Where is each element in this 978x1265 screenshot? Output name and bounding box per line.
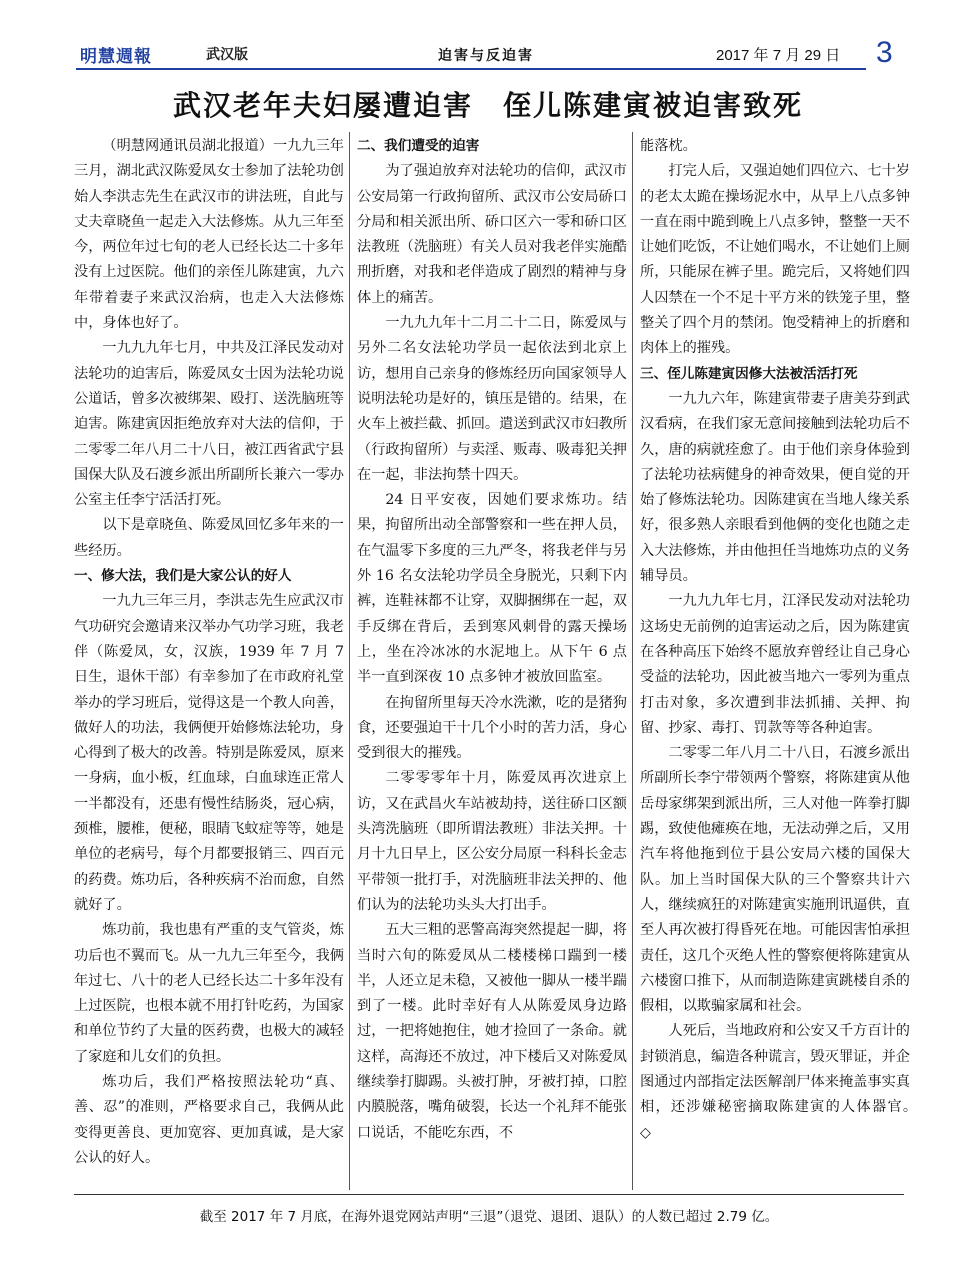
section-heading: 二、我们遭受的迫害 [357, 138, 480, 154]
paragraph: 以下是章晓鱼、陈爱凤回忆多年来的一些经历。 [74, 517, 344, 559]
paragraph: 为了强迫放弃对法轮功的信仰，武汉市公安局第一行政拘留所、武汉市公安局硚口分局和相关派出所、硚口区六一零和硚口区法教班（洗脑班）有关人员对我老伴实施酷刑折磨，对我和老伴造成了剧烈的精神与身体上的痛苦。 [357, 163, 627, 306]
paragraph: 一九九九年七月，中共及江泽民发动对法轮功的迫害后，陈爱凤女士因为法轮功说公道话，曾多次被绑架、殴打、送洗脑班等迫害。陈建寅因拒绝放弃对大法的信仰，于二零零二年八月二十八日，被江西省武宁县国保大队及石渡乡派出所副所长兼六一零办公室主任李宁活活打死。 [74, 340, 344, 509]
paragraph: 在拘留所里每天冷水洗漱，吃的是猪狗食，还要强迫干十几个小时的苦力活，身心受到很大的摧残。 [357, 694, 627, 762]
section-heading: 三、侄儿陈建寅因修大法被活活打死 [640, 365, 858, 382]
article-column-3 [640, 134, 925, 1189]
footer-notice: 截至 2017 年 7 月底，在海外退党网站声明“三退”（退党、退团、退队）的人数已超过 2.79 亿。 [199, 1209, 779, 1225]
column-divider [632, 132, 633, 1190]
paragraph: 一九九六年，陈建寅带妻子唐美芬到武汉看病，在我们家无意间接触到法轮功后不久，唐的病就痊愈了。由于他们亲身体验到了法轮功祛病健身的神奇效果，便自觉的开始了修炼法轮功。因陈建寅在当地人缘关系好，很多熟人亲眼看到他俩的变化也随之走入大法修炼，并由他担任当地炼功点的义务辅导员。 [640, 390, 910, 585]
paragraph: 炼功后，我们严格按照法轮功“真、善、忍”的准则，严格要求自己，我俩从此变得更善良、更加宽容、更加真诚，是大家公认的好人。 [74, 1073, 344, 1166]
paragraph: 一九九九年十二月二十二日，陈爱凤与另外二名女法轮功学员一起依法到北京上访，想用自己亲身的修炼经历向国家领导人说明法轮功是好的，镇压是错的。结果，在火车上被拦截、抓回。遣送到武汉市妇教所（行政拘留所）与卖淫、贩毒、吸毒犯关押在一起，非法拘禁十四天。 [357, 315, 627, 483]
issue-date: 2017 年 7 月 29 日 [716, 47, 841, 64]
paragraph: 一九九九年七月，江泽民发动对法轮功这场史无前例的迫害运动之后，因为陈建寅在各种高压下始终不愿放弃曾经让自己身心受益的法轮功，因此被当地六一零列为重点打击对象，多次遭到非法抓捕、关押、拘留、抄家、毒打、罚款等等各种迫害。 [640, 593, 910, 736]
paragraph: 24 日平安夜，因她们要求炼功。结果，拘留所出动全部警察和一些在押人员，在气温零下多度的三九严冬，将我老伴与另外 16 名女法轮功学员全身脱光，只剩下内裤，连鞋袜都不让穿，双脚捆绑在一起，双手反绑在背后，丢到寒风刺骨的露天操场上，坐在冷冰冰的水泥地上。从下午 6 点半一直到深夜 10 点多钟才被放回监室。 [357, 492, 627, 686]
header-divider [76, 68, 866, 70]
paragraph: 人死后，当地政府和公安又千方百计的封锁消息，编造各种谎言，毁灭罪证，并企图通过内部指定法医解剖尸体来掩盖事实真相，还涉嫌秘密摘取陈建寅的人体器官。 ◇ [640, 1023, 925, 1141]
paragraph: 五大三粗的恶警高海突然提起一脚，将当时六旬的陈爱凤从二楼楼梯口踹到一楼半，人还立足未稳，又被他一脚从一楼半踹到了一楼。此时幸好有人从陈爱凤身边路过，一把将她抱住，她才捡回了一条命。就这样，高海还不放过，冲下楼后又对陈爱凤继续拳打脚踢。头被打肿，牙被打掉，口腔内膜脱落，嘴角破裂，长达一个礼拜不能张口说话，不能吃东西，不 [357, 922, 627, 1141]
paragraph: 二零零零年十月，陈爱凤再次进京上访，又在武昌火车站被劫持，送往硚口区额头湾洗脑班（即所谓法教班）非法关押。十月十九日早上，区公安分局原一科科长金志平带领一批打手，对洗脑班非法关押的、他们认为的法轮功头头大打出手。 [357, 770, 627, 913]
paragraph: 能落枕。 [640, 138, 697, 154]
paragraph: 一九九三年三月，李洪志先生应武汉市气功研究会邀请来汉举办气功学习班，我老伴（陈爱凤，女，汉族，1939 年 7 月 7 日生，退休干部）有幸参加了在市政府礼堂举办的学习班后，觉得这是一个教人向善，做好人的功法，我俩便开始修炼法轮功，身心得到了极大的改善。特别是陈爱凤，原来一身病，血小板，红血球，白血球连正常人一半都没有，还患有慢性结肠炎，冠心病，颈椎，腰椎，便秘，眼睛飞蚊症等等，她是单位的老病号，每个月都要报销三、四百元的药费。炼功后，各种疾病不治而愈，自然就好了。 [74, 593, 344, 913]
paragraph: 二零零二年八月二十八日，石渡乡派出所副所长李宁带领两个警察，将陈建寅从他岳母家绑架到派出所，三人对他一阵拳打脚踢，致使他瘫痪在地，无法动弹之后，又用汽车将他拖到位于县公安局六楼的国保大队。加上当时国保大队的三个警察共计六人，继续疯狂的对陈建寅实施刑讯逼供，直至人再次被打得昏死在地。可能因害怕承担责任，这几个灭绝人性的警察便将陈建寅从六楼窗口推下，从而制造陈建寅跳楼自杀的假相，以欺骗家属和社会。 [640, 745, 910, 1015]
page-header [76, 36, 900, 69]
footer-divider [74, 1194, 904, 1195]
paragraph: 炼功前，我也患有严重的支气管炎，炼功后也不翼而飞。从一九九三年至今，我俩年过七、八十的老人已经长达二十多年没有上过医院，也根本就不用打针吃药，为国家和单位节约了大量的医药费，也极大的减轻了家庭和儿女们的负担。 [74, 922, 344, 1065]
edition-label: 武汉版 [206, 47, 248, 63]
paragraph: （明慧网通讯员湖北报道）一九九三年三月，湖北武汉陈爱凤女士参加了法轮功创始人李洪志先生在武汉市的讲法班，自此与丈夫章晓鱼一起走入大法修炼。从九三年至今，两位年过七旬的老人已经长达二十多年没有上过医院。他们的亲侄儿陈建寅，九六年带着妻子来武汉治病，也走入大法修炼中，身体也好了。 [74, 138, 344, 332]
column-divider [349, 132, 350, 1190]
article-title: 武汉老年夫妇屡遭迫害 侄儿陈建寅被迫害致死 [172, 89, 803, 122]
section-heading: 一、修大法，我们是大家公认的好人 [74, 568, 292, 585]
paragraph: 打完人后，又强迫她们四位六、七十岁的老太太跪在操场泥水中，从早上八点多钟一直在雨中跪到晚上八点多钟，整整一天不让她们吃饭，不让她们喝水，不让她们上厕所，只能尿在裤子里。跪完后，又将她们四人囚禁在一个不足十平方米的铁笼子里，整整关了四个月的禁闭。饱受精神上的折磨和肉体上的摧残。 [640, 163, 910, 357]
newspaper-brand: 明慧週報 [80, 47, 152, 67]
article-column-2 [357, 134, 627, 1189]
article-column-1 [74, 134, 344, 1189]
section-title: 迫害与反迫害 [438, 48, 534, 64]
page-number: 3 [876, 36, 893, 69]
